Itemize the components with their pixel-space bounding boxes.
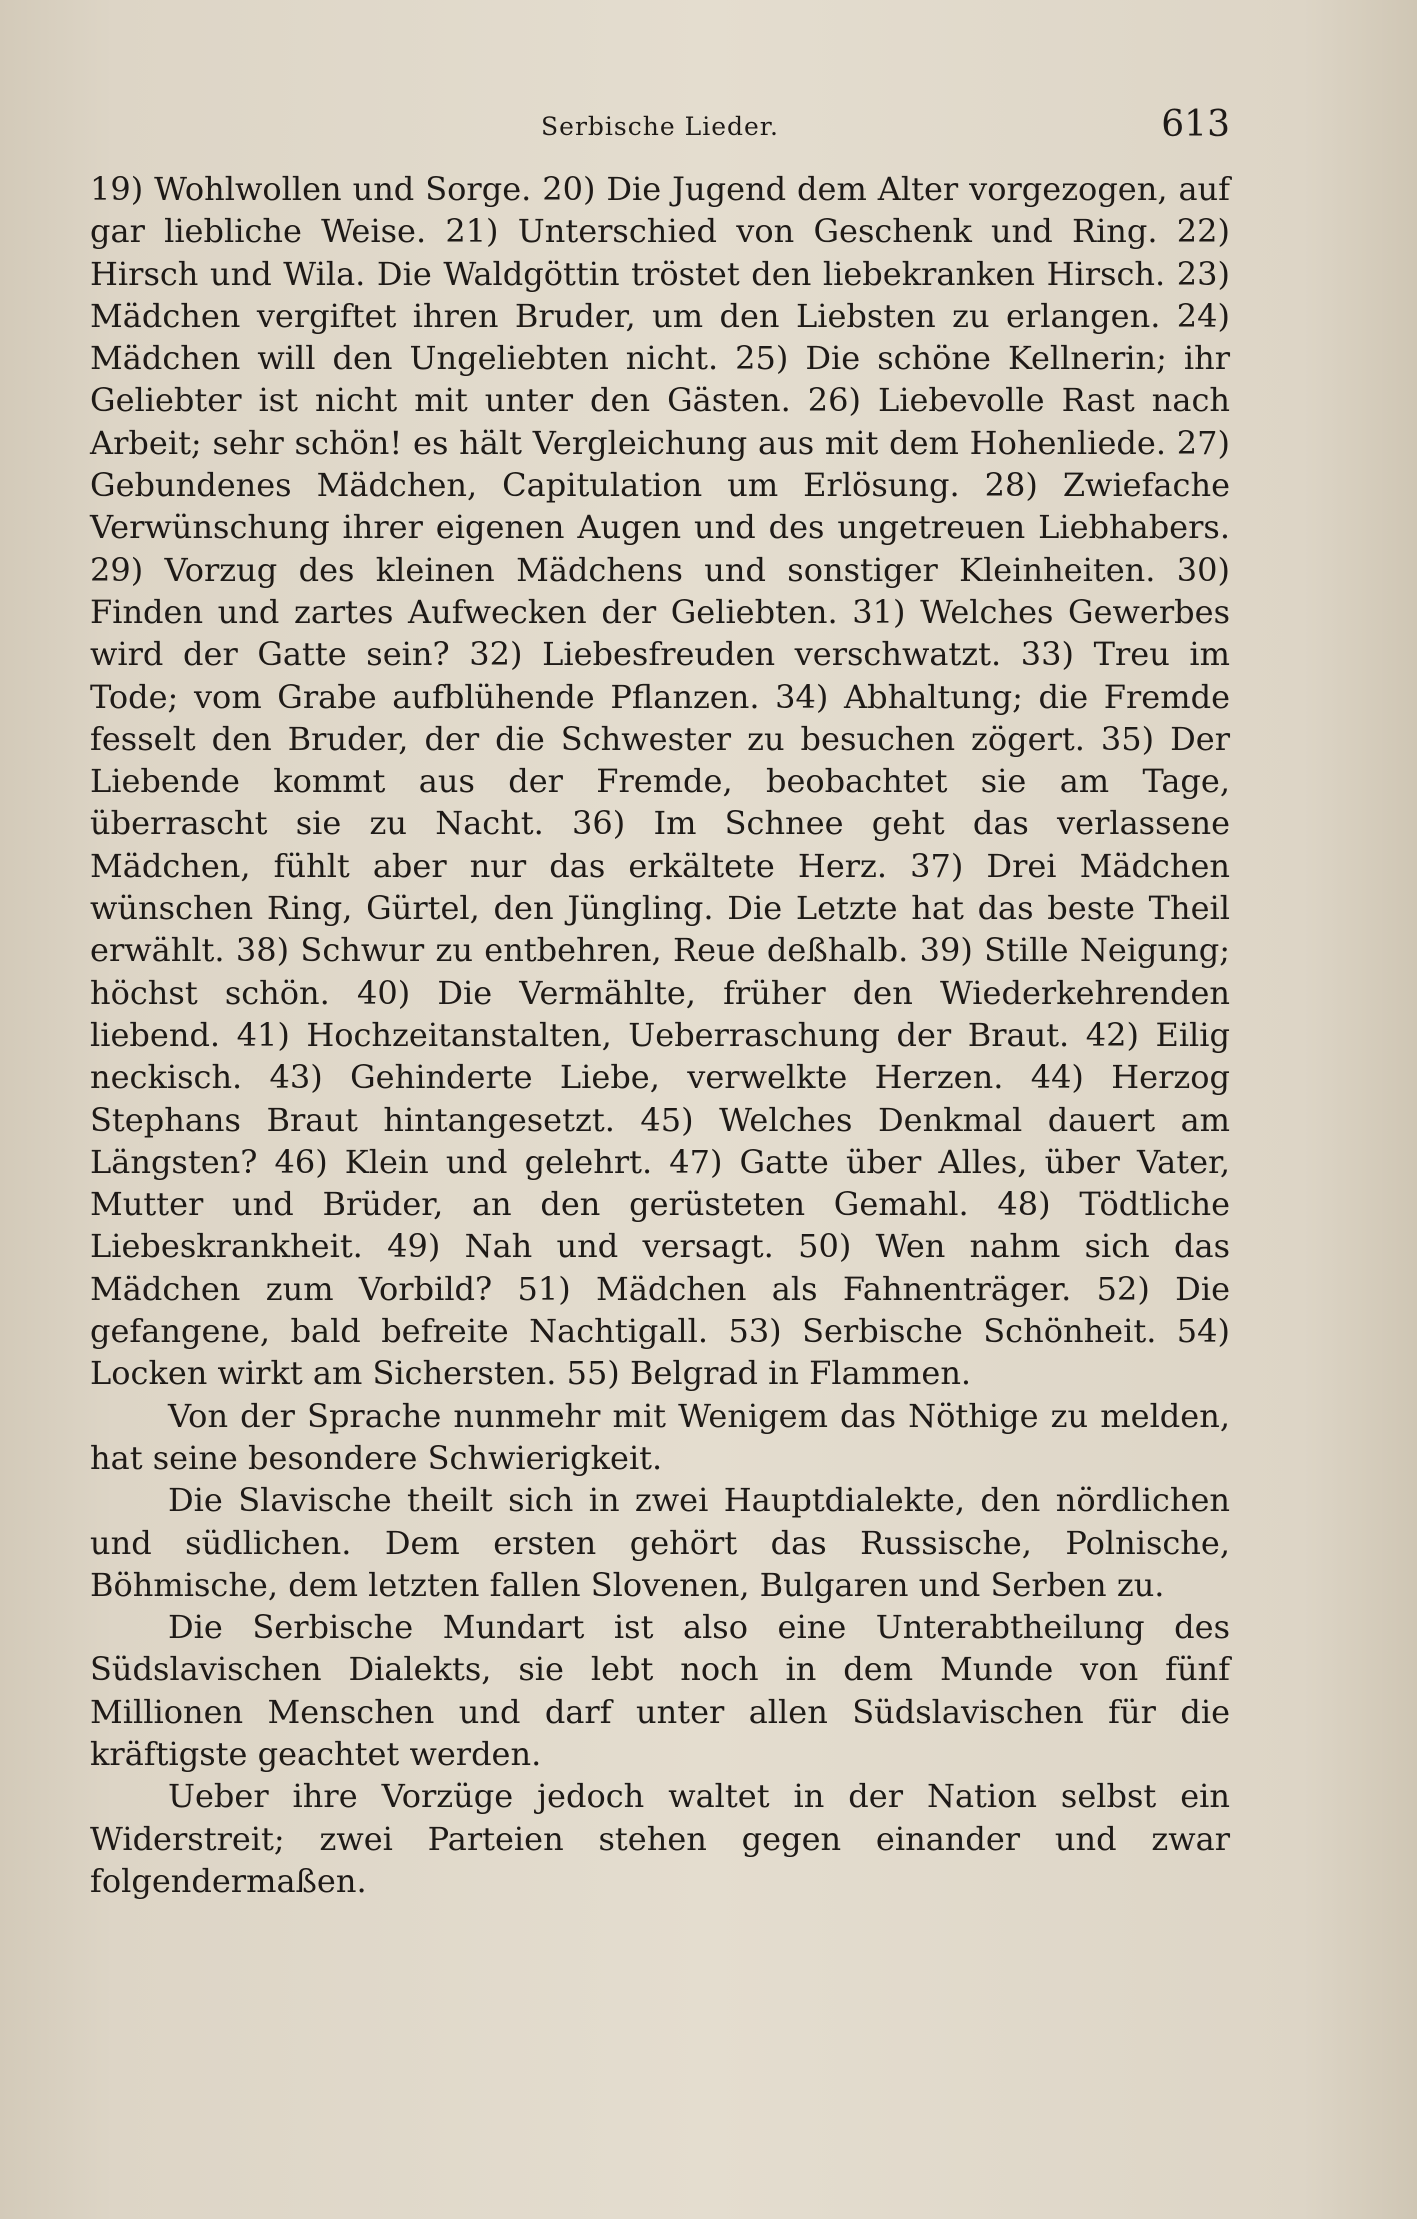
running-title: Serbische Lieder. [541, 112, 779, 141]
page-header [90, 100, 1230, 160]
body-text [90, 168, 1230, 1902]
song-list-paragraph: 19) Wohlwollen und Sorge. 20) Die Jugend dem Alter vorgezogen, auf gar liebliche Weise. 21) Unterschied von Geschenk und Ring. 22) Hirsch und Wila. Die Waldgöttin tröstet den liebekranken Hirsch. 23) Mädchen vergiftet ihren Bruder, um den Liebsten zu erlangen. 24) Mädchen will den Ungeliebten nicht. 25) Die schöne Kellnerin; ihr Geliebter ist nicht mit unter den Gästen. 26) Liebevolle Rast nach Arbeit; sehr schön! es hält Vergleichung aus mit dem Hohenliede. 27) Gebundenes Mädchen, Capitulation um Erlösung. 28) Zwiefache Verwünschung ihrer eigenen Augen und des ungetreuen Liebhabers. 29) Vorzug des kleinen Mädchens und sonstiger Kleinheiten. 30) Finden und zartes Aufwecken der Geliebten. 31) Welches Gewerbes wird der Gatte sein? 32) Liebesfreuden verschwatzt. 33) Treu im Tode; vom Grabe aufblühende Pflanzen. 34) Abhaltung; die Fremde fesselt den Bruder, der die Schwester zu besuchen zögert. 35) Der Liebende kommt aus der Fremde, beobachtet sie am Tage, überrascht sie zu Nacht. 36) Im Schnee geht das verlassene Mädchen, fühlt aber nur das erkältete Herz. 37) Drei Mädchen wünschen Ring, Gürtel, den Jüngling. Die Letzte hat das beste Theil erwählt. 38) Schwur zu entbehren, Reue deßhalb. 39) Stille Neigung; höchst schön. 40) Die Vermählte, früher den Wiederkehrenden liebend. 41) Hochzeitanstalten, Ueberraschung der Braut. 42) Eilig neckisch. 43) Gehinderte Liebe, verwelkte Herzen. 44) Herzog Stephans Braut hintangesetzt. 45) Welches Denkmal dauert am Längsten? 46) Klein und gelehrt. 47) Gatte über Alles, über Vater, Mutter und Brüder, an den gerüsteten Gemahl. 48) Tödtliche Liebeskrankheit. 49) Nah und versagt. 50) Wen nahm sich das Mädchen zum Vorbild? 51) Mädchen als Fahnenträger. 52) Die gefangene, bald befreite Nachtigall. 53) Serbische Schönheit. 54) Locken wirkt am Sichersten. 55) Belgrad in Flammen. [90, 170, 1230, 1393]
body-paragraph: Die Serbische Mundart ist also eine Unterabtheilung des Südslavischen Dialekts, sie lebt noch in dem Munde von fünf Millionen Menschen und darf unter allen Südslavischen für die kräftigste geachtet werden. [90, 1608, 1230, 1773]
body-paragraph: Von der Sprache nunmehr mit Wenigem das Nöthige zu melden, hat seine besondere Schwierigkeit. [90, 1396, 1230, 1477]
page-number: 613 [1161, 104, 1230, 145]
body-paragraph: Die Slavische theilt sich in zwei Hauptdialekte, den nördlichen und südlichen. Dem ersten gehört das Russische, Polnische, Böhmische, dem letzten fallen Slovenen, Bulgaren und Serben zu. [90, 1481, 1230, 1604]
body-paragraph: Ueber ihre Vorzüge jedoch waltet in der Nation selbst ein Widerstreit; zwei Parteien stehen gegen einander und zwar folgendermaßen. [90, 1777, 1230, 1900]
